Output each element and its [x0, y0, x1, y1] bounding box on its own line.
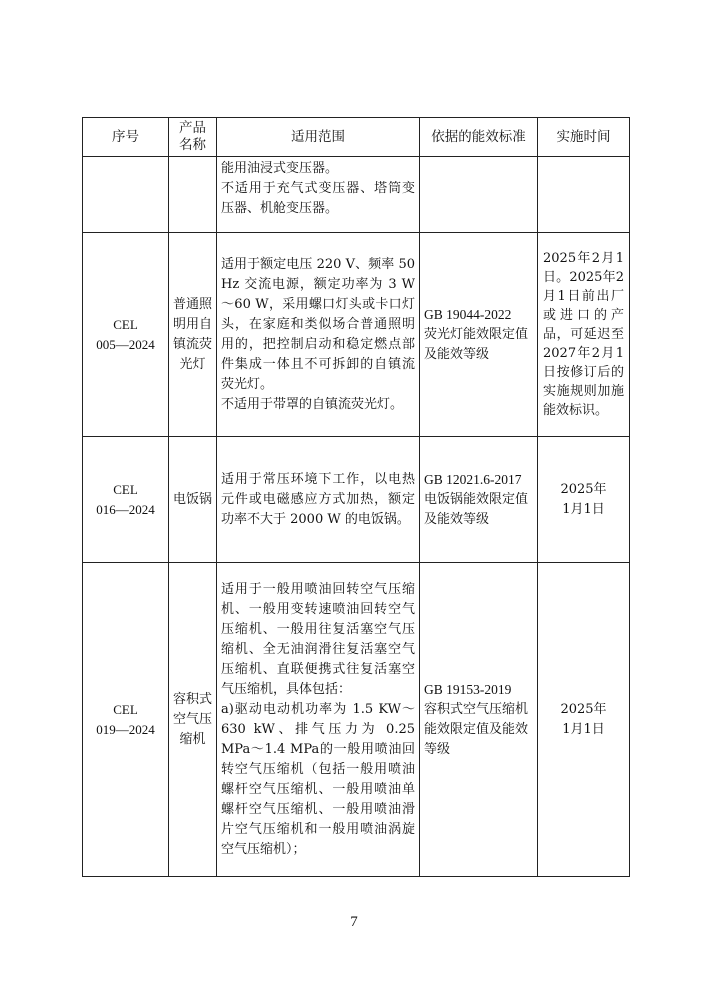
standard-title: 荧光灯能效限定值及能效等级	[424, 326, 529, 362]
row-standard-cell	[420, 437, 538, 563]
table-row	[83, 437, 630, 563]
header-effective-date: 实施时间	[538, 118, 630, 157]
standards-table	[82, 117, 630, 877]
row-standard-cell	[420, 563, 538, 877]
header-serial-no: 序号	[83, 118, 169, 157]
row-id-prefix: CEL	[113, 481, 138, 497]
product-name-line: 光灯	[179, 356, 206, 372]
row-date-cell	[538, 563, 630, 877]
row-scope-cell	[217, 233, 420, 437]
table-row	[83, 563, 630, 877]
table-header-row	[83, 118, 630, 157]
standard-code: GB 19153-2019	[424, 681, 512, 697]
row-id-number: 005—2024	[96, 336, 155, 352]
row-standard-cell	[420, 157, 538, 233]
standard-code: GB 12021.6-2017	[424, 471, 522, 487]
date-day: 1月1日	[562, 721, 605, 737]
header-product-name: 产品名称	[169, 118, 217, 157]
row-id-prefix: CEL	[113, 701, 138, 717]
row-scope-cell	[217, 157, 420, 233]
scope-line: 适用于一般用喷油回转空气压缩机、一般用变转速喷油回转空气压缩机、一般用往复活塞空气压缩机、全无油润滑往复活塞空气压缩机、直联便携式往复活塞空气压缩机，具体包括：	[221, 581, 415, 697]
row-scope-cell	[217, 437, 420, 563]
standard-code: GB 19044-2022	[424, 306, 512, 322]
scope-line: 不适用于充气式变压器、塔筒变压器、机舱变压器。	[221, 181, 415, 216]
row-date-cell	[538, 233, 630, 437]
product-name-line: 普通照	[173, 296, 213, 312]
row-standard-cell	[420, 233, 538, 437]
product-name-line: 明用自	[173, 316, 213, 332]
row-id-cell	[83, 437, 169, 563]
row-product-cell	[169, 563, 217, 877]
date-year: 2025年	[560, 701, 607, 717]
row-scope-cell	[217, 563, 420, 877]
row-id-prefix: CEL	[113, 316, 138, 332]
row-id-cell	[83, 157, 169, 233]
standard-title: 容积式空气压缩机能效限定值及能效等级	[424, 701, 529, 757]
table-row	[83, 157, 630, 233]
row-product-cell	[169, 233, 217, 437]
row-id-cell	[83, 563, 169, 877]
product-name-line: 镇流荧	[173, 336, 213, 352]
scope-line: 不适用于带罩的自镇流荧光灯。	[221, 396, 404, 412]
row-date-cell	[538, 437, 630, 563]
row-product-cell	[169, 437, 217, 563]
table-row	[83, 233, 630, 437]
row-id-number: 019—2024	[96, 721, 155, 737]
row-date-cell	[538, 157, 630, 233]
scope-line: 适用于常压环境下工作，以电热元件或电磁感应方式加热，额定功率不大于 2000 W 的电饭锅。	[221, 471, 415, 527]
standard-title: 电饭锅能效限定值及能效等级	[424, 491, 529, 527]
date-day: 1月1日	[562, 501, 605, 517]
product-name-line: 缩机	[179, 731, 206, 747]
page-number: 7	[350, 914, 358, 930]
product-name-line: 容积式	[173, 691, 213, 707]
row-id-cell	[83, 233, 169, 437]
scope-line: a)驱动电动机功率为 1.5 KW～630 kW、排气压力为 0.25 MPa～1.4 MPa的一般用喷油回转空气压缩机（包括一般用喷油螺杆空气压缩机、一般用喷油单螺杆空气压缩机、一般用喷油滑片空气压缩机和一般用喷油涡旋空气压缩机）；	[221, 701, 415, 857]
header-standard: 依据的能效标准	[420, 118, 538, 157]
scope-line: 能用油浸式变压器。	[221, 161, 339, 176]
row-id-number: 016—2024	[96, 501, 155, 517]
date-text: 2025年2月1日。2025年2月1日前出厂或进口的产品，可延迟至2027年2月1日按修订后的实施规则加施能效标识。	[543, 251, 624, 418]
date-year: 2025年	[560, 481, 607, 497]
row-product-cell	[169, 157, 217, 233]
product-name-line: 空气压	[173, 711, 213, 727]
header-scope: 适用范围	[217, 118, 420, 157]
scope-line: 适用于额定电压 220 V、频率 50 Hz 交流电源，额定功率为 3 W～60 W，采用螺口灯头或卡口灯头，在家庭和类似场合普通照明用的，把控制启动和稳定燃点部件集成一体且不可拆卸的自镇流荧光灯。	[221, 256, 415, 392]
product-name-line: 电饭锅	[173, 491, 213, 507]
